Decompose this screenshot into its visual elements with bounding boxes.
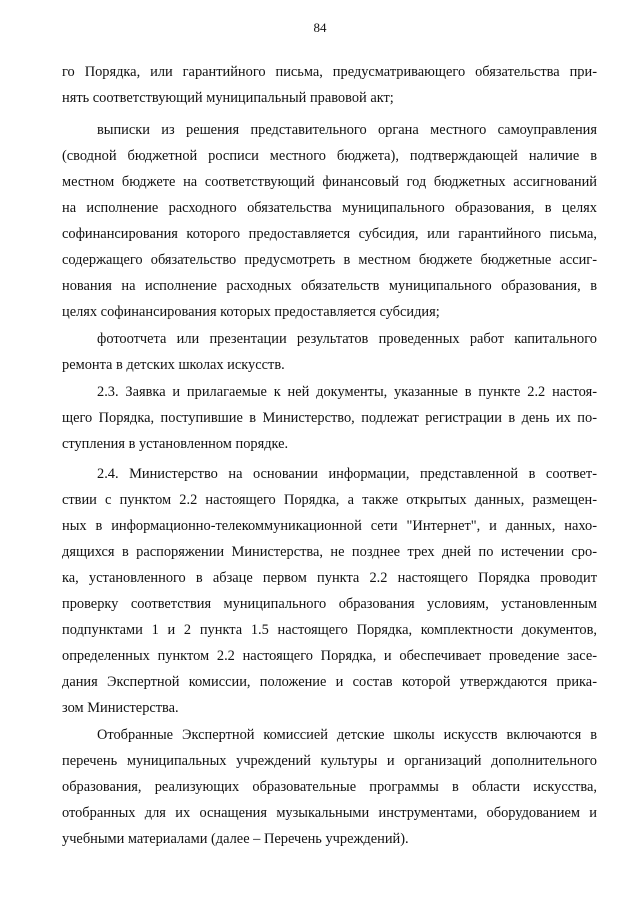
text-line: ка, установленного в абзаце первом пункта 2.2 настоящего Порядка проводит <box>62 570 597 586</box>
text-line: ных в информационно-телекоммуникационной сети "Интернет", и данных, нахо- <box>62 518 597 534</box>
text-line: ступления в установленном порядке. <box>62 436 289 452</box>
text-line: дания Экспертной комиссии, положение и состав которой утверждаются прика- <box>62 674 597 690</box>
text-line: зом Министерства. <box>62 700 179 716</box>
text-line: ремонта в детских школах искусств. <box>62 357 285 373</box>
text-line: образования, реализующих образовательные программы в области искусства, <box>62 779 597 795</box>
text-line: щего Порядка, поступившие в Министерство, подлежат регистрации в день их по- <box>62 410 597 426</box>
text-line: перечень муниципальных учреждений культуры и организаций дополнительного <box>62 753 597 769</box>
text-line: подпунктами 1 и 2 пункта 1.5 настоящего Порядка, комплектности документов, <box>62 622 597 638</box>
text-line: 2.3. Заявка и прилагаемые к ней документы, указанные в пункте 2.2 настоя- <box>97 384 597 400</box>
text-line: (сводной бюджетной росписи местного бюджета), подтверждающей наличие в <box>62 148 597 164</box>
text-line: местном бюджете на соответствующий финансовый год бюджетных ассигнований <box>62 174 597 190</box>
text-line: нять соответствующий муниципальный правовой акт; <box>62 90 394 106</box>
text-line: го Порядка, или гарантийного письма, предусматривающего обязательства при- <box>62 64 597 80</box>
text-line: содержащего обязательство предусмотреть в местном бюджете бюджетные ассиг- <box>62 252 597 268</box>
text-line: определенных пунктом 2.2 настоящего Порядка, и обеспечивает проведение засе- <box>62 648 597 664</box>
text-line: целях софинансирования которых предоставляется субсидия; <box>62 304 440 320</box>
text-line: ствии с пунктом 2.2 настоящего Порядка, а также открытых данных, размещен- <box>62 492 597 508</box>
page-number: 84 <box>313 20 327 35</box>
text-line: нования на исполнение расходных обязательств муниципального образования, в <box>62 278 597 294</box>
text-line: выписки из решения представительного органа местного самоуправления <box>97 122 597 138</box>
text-line: на исполнение расходного обязательства муниципального образования, в целях <box>62 200 597 216</box>
text-line: дящихся в распоряжении Министерства, не позднее трех дней по истечении сро- <box>62 544 597 560</box>
text-line: учебными материалами (далее – Перечень учреждений). <box>62 831 409 847</box>
text-line: фотоотчета или презентации результатов проведенных работ капитального <box>97 331 597 347</box>
text-line: отобранных для их оснащения музыкальными инструментами, оборудованием и <box>62 805 597 821</box>
text-line: проверку соответствия муниципального образования условиям, установленным <box>62 596 597 612</box>
text-line: софинансирования которого предоставляется субсидия, или гарантийного письма, <box>62 226 597 242</box>
text-line: Отобранные Экспертной комиссией детские школы искусств включаются в <box>97 727 597 743</box>
text-line: 2.4. Министерство на основании информации, представленной в соответ- <box>97 466 597 482</box>
